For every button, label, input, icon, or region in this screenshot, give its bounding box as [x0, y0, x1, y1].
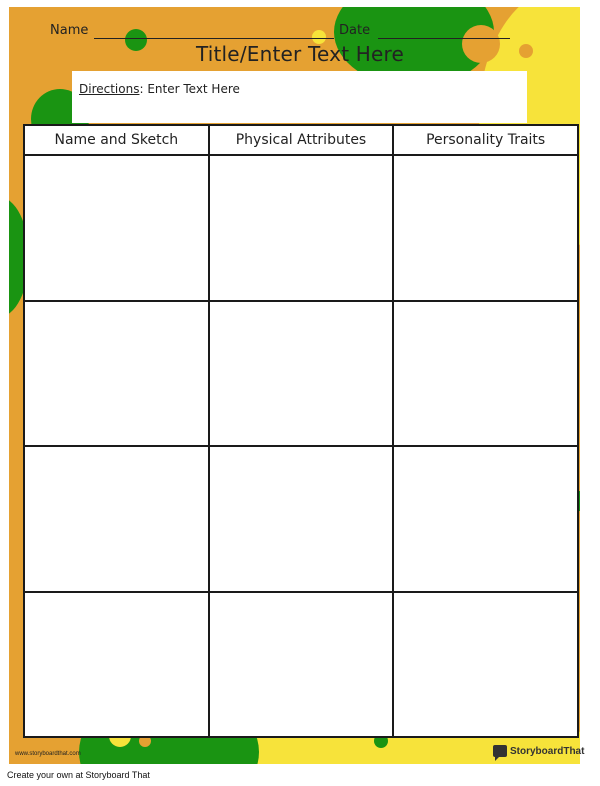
table-cell[interactable]	[24, 592, 209, 738]
table-cell[interactable]	[393, 446, 578, 592]
storyboardthat-logo[interactable]	[493, 744, 584, 758]
page-title[interactable]: Title/Enter Text Here	[195, 42, 405, 66]
brand-name: StoryboardThat	[510, 745, 585, 757]
date-label: Date	[339, 23, 371, 38]
table-cell[interactable]	[209, 446, 394, 592]
header-row	[24, 125, 578, 155]
name-label: Name	[50, 23, 89, 38]
footer-url[interactable]: www.storyboardthat.com	[15, 751, 81, 757]
table-cell[interactable]	[393, 592, 578, 738]
table-row	[24, 446, 578, 592]
table-cell[interactable]	[24, 301, 209, 447]
table-cell[interactable]	[209, 155, 394, 301]
directions-text	[79, 82, 240, 96]
column-header-name-sketch: Name and Sketch	[24, 125, 209, 155]
date-line[interactable]	[378, 38, 510, 39]
table-cell[interactable]	[393, 301, 578, 447]
table-cell[interactable]	[209, 301, 394, 447]
directions-body: : Enter Text Here	[139, 82, 240, 96]
directions-box[interactable]	[72, 71, 527, 123]
table-cell[interactable]	[24, 155, 209, 301]
speech-bubble-icon	[493, 745, 507, 757]
table-row	[24, 592, 578, 738]
table-cell[interactable]	[393, 155, 578, 301]
name-line[interactable]	[94, 38, 334, 39]
column-header-personality: Personality Traits	[393, 125, 578, 155]
table-row	[24, 301, 578, 447]
table-row	[24, 155, 578, 301]
character-grid	[23, 124, 579, 738]
table-cell[interactable]	[24, 446, 209, 592]
directions-label: Directions	[79, 82, 140, 96]
column-header-physical: Physical Attributes	[209, 125, 394, 155]
table-cell[interactable]	[209, 592, 394, 738]
credit-text[interactable]: Create your own at Storyboard That	[7, 770, 150, 780]
